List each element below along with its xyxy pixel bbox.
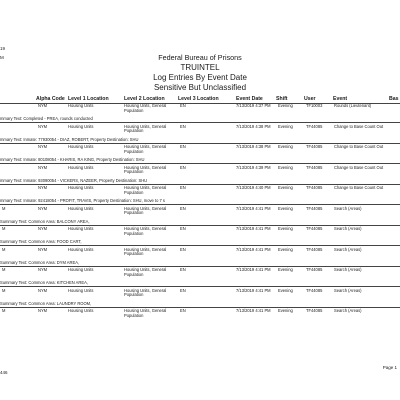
report-title: Log Entries By Event Date	[153, 73, 247, 82]
row-cell-shift: Evening	[278, 144, 293, 149]
row-cell-event: Change to Base Count Out	[334, 164, 384, 170]
row-cell-user: TF44085	[306, 185, 323, 190]
row-cell-date: 7/13/2019 4:41 PM	[236, 267, 271, 272]
corner-text-2: M	[0, 55, 4, 60]
row-cell-event: Search (Areas)	[334, 308, 362, 313]
header-level2-location: Level 2 Location	[124, 96, 165, 102]
row-cell-shift: Evening	[278, 226, 293, 231]
row-summary-text: Summary Text: Common Area: DYM AREA,	[0, 259, 80, 265]
row-cell-c0: M	[2, 205, 6, 211]
row-cell-l3: EN	[180, 246, 186, 252]
row-cell-user: TF44085	[306, 123, 323, 129]
row-cell-alpha: NYM	[38, 144, 48, 149]
row-cell-shift: Evening	[278, 103, 293, 108]
row-summary-text: Summary Text: Common Area: KITCHEN AREA,	[0, 280, 88, 285]
row-cell-l2: Housing Units, General Population	[124, 144, 167, 154]
row-cell-l1: Housing Units	[68, 164, 94, 170]
row-cell-l3: EN	[180, 164, 186, 170]
row-cell-l3: EN	[180, 308, 186, 313]
row-cell-alpha: NYM	[38, 267, 48, 272]
row-cell-event: Rounds (Lieutenant)	[334, 103, 372, 108]
row-cell-alpha: NYM	[38, 123, 48, 129]
row-cell-date: 7/13/2019 4:41 PM	[236, 205, 271, 211]
header-base: Bas	[389, 96, 399, 102]
row-cell-l2: Housing Units, General Population	[124, 123, 167, 134]
row-cell-c0: M	[2, 246, 6, 252]
row-summary-text: mmary Text: Inmate: 92418054 - PROFIT, TRAVIS, Property Destination: SHU, move to 7 s	[0, 198, 165, 203]
row-cell-l3: EN	[180, 287, 186, 293]
row-summary-text: Summary Text: Common Area: LAUNDRY ROOM,	[0, 300, 92, 306]
row-cell-user: TF44085	[306, 287, 323, 293]
row-cell-shift: Evening	[278, 267, 293, 272]
row-cell-l1: Housing Units	[68, 226, 94, 231]
row-cell-user: TF10003	[306, 103, 323, 108]
row-summary-text: mmary Text: Completed - PREA, rounds conducted	[0, 116, 93, 121]
page-number: Page 1	[382, 365, 397, 370]
row-divider	[0, 122, 400, 123]
row-cell-date: 7/13/2019 4:41 PM	[236, 226, 271, 231]
row-cell-alpha: NYM	[38, 226, 48, 231]
row-cell-l2: Housing Units, General Population	[124, 164, 167, 175]
row-cell-event: Change to Base Count Out	[334, 123, 384, 129]
row-cell-date: 7/13/2019 4:37 PM	[236, 103, 271, 108]
header-alpha-code: Alpha Code	[36, 96, 65, 102]
row-cell-l2: Housing Units, General Population	[124, 185, 167, 195]
row-cell-l1: Housing Units	[68, 287, 94, 293]
row-cell-alpha: NYM	[38, 185, 48, 190]
row-cell-user: TF44085	[306, 246, 323, 252]
row-cell-user: TF44085	[306, 205, 323, 211]
row-cell-l1: Housing Units	[68, 267, 94, 272]
row-divider	[0, 204, 400, 205]
row-cell-user: TF44085	[306, 164, 323, 170]
system-title: TRUINTEL	[180, 63, 220, 72]
row-cell-l1: Housing Units	[68, 205, 94, 211]
header-level3-location: Level 3 Location	[178, 96, 219, 102]
row-cell-event: Change to Base Count Out	[334, 185, 384, 190]
row-cell-alpha: NYM	[38, 308, 48, 313]
row-cell-event: Change to Base Count Out	[334, 144, 384, 149]
header-event: Event	[333, 96, 348, 102]
row-cell-l2: Housing Units, General Population	[124, 246, 167, 257]
row-cell-user: TF44085	[306, 308, 323, 313]
corner-text-1: 19	[0, 46, 6, 51]
row-cell-shift: Evening	[278, 246, 293, 252]
row-cell-alpha: NYM	[38, 205, 48, 211]
row-cell-l3: EN	[180, 103, 186, 108]
row-divider	[0, 286, 400, 287]
row-cell-l1: Housing Units	[68, 308, 94, 313]
agency-title: Federal Bureau of Prisons	[158, 53, 242, 62]
classification-title: Sensitive But Unclassified	[153, 83, 247, 92]
row-cell-date: 7/13/2019 4:41 PM	[236, 287, 271, 293]
row-summary-text: mmary Text: Inmate: 77930054 - DIAZ, ROBERT, Property Destination: SHU	[0, 136, 139, 142]
row-cell-alpha: NYM	[38, 246, 48, 252]
row-cell-l3: EN	[180, 267, 186, 272]
header-user: User	[304, 96, 316, 102]
row-cell-l2: Housing Units, General Population	[124, 205, 167, 216]
row-divider	[0, 163, 400, 164]
row-cell-c0: M	[2, 308, 6, 313]
row-cell-l3: EN	[180, 123, 186, 129]
row-cell-l1: Housing Units	[68, 123, 94, 129]
row-cell-shift: Evening	[278, 123, 293, 129]
row-cell-c0: M	[2, 267, 6, 272]
row-cell-l1: Housing Units	[68, 103, 94, 108]
row-cell-event: Search (Areas)	[334, 205, 362, 211]
header-level1-location: Level 1 Location	[68, 96, 109, 102]
row-cell-c0: M	[2, 287, 6, 293]
row-cell-date: 7/13/2019 4:38 PM	[236, 123, 271, 129]
row-cell-l1: Housing Units	[68, 185, 94, 190]
row-cell-event: Search (Areas)	[334, 246, 362, 252]
row-summary-text: mmary Text: Inmate: 80108054 - KHARIS, RA KING, Property Destination: SHU	[0, 157, 145, 162]
row-cell-shift: Evening	[278, 205, 293, 211]
row-cell-l3: EN	[180, 144, 186, 149]
row-cell-shift: Evening	[278, 308, 293, 313]
row-cell-l1: Housing Units	[68, 144, 94, 149]
row-cell-l1: Housing Units	[68, 246, 94, 252]
row-cell-l2: Housing Units, General Population	[124, 226, 167, 236]
row-divider	[0, 245, 400, 246]
row-cell-l3: EN	[180, 205, 186, 211]
row-cell-shift: Evening	[278, 287, 293, 293]
row-cell-c0: M	[2, 226, 6, 231]
footer-left-text: 446	[0, 370, 8, 375]
row-cell-shift: Evening	[278, 185, 293, 190]
header-shift: Shift	[276, 96, 288, 102]
row-cell-shift: Evening	[278, 164, 293, 170]
row-cell-event: Search (Areas)	[334, 287, 362, 293]
row-summary-text: mmary Text: Inmate: 93090054 - VICKERS, NAZEER, Property Destination: SHU	[0, 177, 148, 183]
row-summary-text: Summary Text: Common Area: BALCONY AREA,	[0, 218, 90, 224]
row-cell-date: 7/13/2019 4:41 PM	[236, 308, 271, 313]
row-cell-l2: Housing Units, General Population	[124, 308, 167, 318]
row-cell-user: TF44085	[306, 267, 323, 272]
row-cell-l2: Housing Units, General Population	[124, 287, 167, 298]
row-cell-user: TF44085	[306, 144, 323, 149]
row-cell-l3: EN	[180, 226, 186, 231]
row-cell-l2: Housing Units, General Population	[124, 103, 167, 113]
row-cell-date: 7/13/2019 4:38 PM	[236, 144, 271, 149]
row-cell-alpha: NYM	[38, 164, 48, 170]
row-cell-date: 7/13/2019 4:39 PM	[236, 164, 271, 170]
row-cell-date: 7/13/2019 4:40 PM	[236, 185, 271, 190]
row-cell-alpha: NYM	[38, 287, 48, 293]
row-cell-l2: Housing Units, General Population	[124, 267, 167, 277]
row-cell-alpha: NYM	[38, 103, 48, 108]
row-cell-event: Search (Areas)	[334, 267, 362, 272]
row-cell-date: 7/13/2019 4:41 PM	[236, 246, 271, 252]
row-cell-user: TF44085	[306, 226, 323, 231]
row-cell-l3: EN	[180, 185, 186, 190]
row-cell-event: Search (Areas)	[334, 226, 362, 231]
row-summary-text: Summary Text: Common Area: FOOD CART,	[0, 239, 82, 244]
header-event-date: Event Date	[236, 96, 263, 102]
